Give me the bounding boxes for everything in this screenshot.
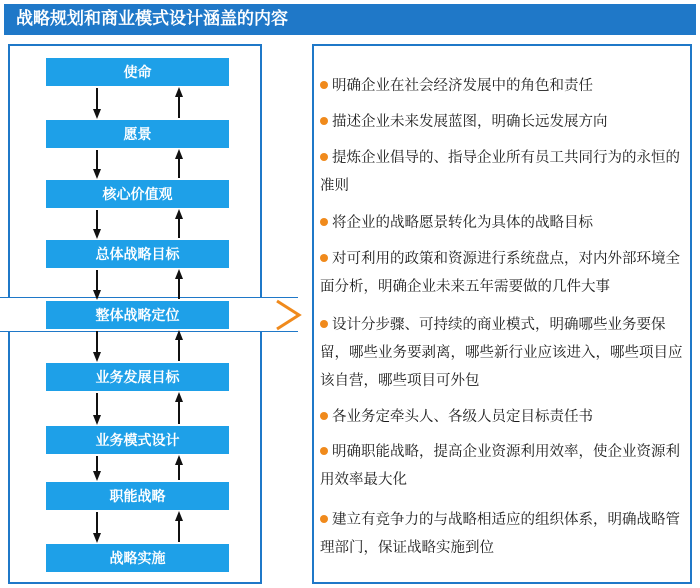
step-implementation: 战略实施 [46,544,229,572]
step-overall-goals: 总体战略目标 [46,240,229,268]
list-item: 对可利用的政策和资源进行系统盘点，对内外部环境全面分析，明确企业未来五年需要做的几件大事 [320,251,680,295]
bullet-icon [320,153,328,161]
bullet-icon [320,81,328,89]
step-business-goals: 业务发展目标 [46,363,229,391]
bullet-icon [320,218,328,226]
list-item: 明确企业在社会经济发展中的角色和责任 [320,72,684,100]
step-model-design: 业务模式设计 [46,426,229,454]
list-item: 描述企业未来发展蓝图，明确长远发展方向 [320,108,684,136]
step-functional: 职能战略 [46,482,229,510]
bullet-icon [320,447,328,455]
bullet-icon [320,412,328,420]
list-item: 将企业的战略愿景转化为具体的战略目标 [320,209,684,237]
step-vision: 愿景 [46,120,229,148]
chevron-right-icon [271,298,305,332]
step-positioning: 整体战略定位 [46,301,229,329]
bullet-icon [320,320,328,328]
list-item: 设计分步骤、可持续的商业模式，明确哪些业务要保留，哪些业务要剥离，哪些新行业应该进入，哪些项目应该自营，哪些项目可外包 [320,317,683,389]
bullet-icon [320,117,328,125]
step-core-values: 核心价值观 [46,180,229,208]
list-item: 各业务定牵头人、各级人员定目标责任书 [320,403,684,431]
list-item: 提炼企业倡导的、指导企业所有员工共同行为的永恒的准则 [320,150,680,194]
bullet-icon [320,254,328,262]
list-item: 明确职能战略，提高企业资源利用效率，使企业资源利用效率最大化 [320,444,680,488]
step-mission: 使命 [46,58,229,86]
page-title: 战略规划和商业模式设计涵盖的内容 [4,4,696,35]
list-item: 建立有竞争力的与战略相适应的组织体系，明确战略管理部门，保证战略实施到位 [320,512,680,556]
bullet-icon [320,515,328,523]
